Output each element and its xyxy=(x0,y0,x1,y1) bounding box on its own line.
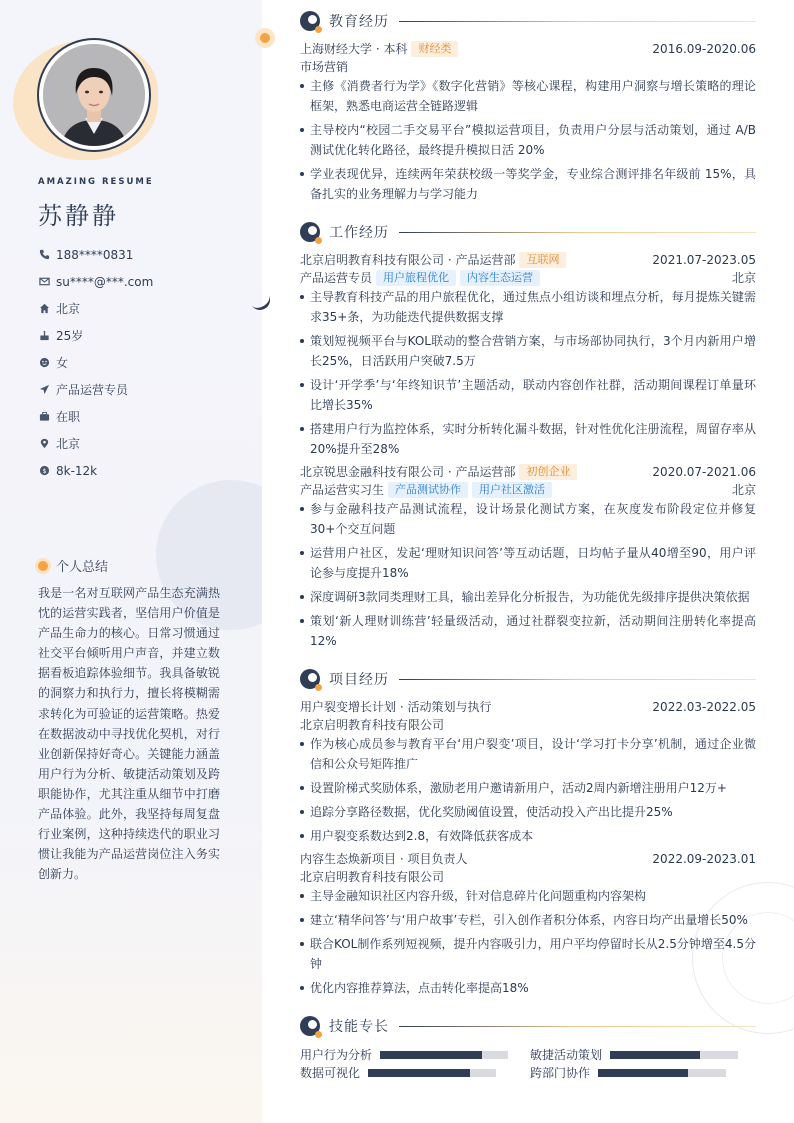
skill-item xyxy=(530,1064,726,1081)
skill-level-fill xyxy=(368,1069,470,1077)
list-item: 设置阶梯式奖励体系，激励老用户邀请新用户，活动2周内新增注册用户12万+ xyxy=(300,778,756,798)
skill-level-fill xyxy=(380,1051,482,1059)
gender-icon xyxy=(38,357,50,369)
skill-tag: 用户社区激活 xyxy=(472,482,552,498)
list-item: 策划短视频平台与KOL联动的整合营销方案，与市场部协同执行，3个月内新用户增长25%，日活跃用户突破7.5万 xyxy=(300,331,756,371)
list-item: 主导金融知识社区内容升级，针对信息碎片化问题重构内容架构 xyxy=(300,886,756,906)
job-role: 产品运营实习生 xyxy=(300,483,385,497)
list-item: 作为核心成员参与教育平台‘用户裂变’项目，设计‘学习打卡分享’机制，通过企业微信和公众号矩阵推广 xyxy=(300,734,756,774)
project-header xyxy=(300,698,756,715)
section-divider xyxy=(399,679,756,680)
list-item: 运营用户社区，发起‘理财知识问答’等互动话题，日均帖子量从40增至90，用户评论参与度提升18% xyxy=(300,543,756,583)
status-text: 在职 xyxy=(56,410,81,424)
project-date: 2022.09-2023.01 xyxy=(652,851,756,866)
info-position xyxy=(38,376,238,403)
section-title: 工作经历 xyxy=(329,225,389,241)
info-gender xyxy=(38,349,238,376)
list-item: 策划‘新人理财训练营’轻量级活动，通过社群裂变拉新，活动期间注册转化率提高12% xyxy=(300,611,756,651)
job-bullets xyxy=(300,499,756,655)
list-item: 联合KOL制作系列短视频，提升内容吸引力，用户平均停留时长从2.5分钟增至4.5分钟 xyxy=(300,934,756,974)
list-item: 主修《消费者行为学》《数字化营销》等核心课程，构建用户洞察与增长策略的理论框架，熟悉电商运营全链路逻辑 xyxy=(300,76,756,116)
briefcase-icon xyxy=(38,411,50,423)
home-icon xyxy=(38,303,50,315)
project-name: 内容生态焕新项目 · 项目负责人 xyxy=(300,852,468,866)
gender-text: 女 xyxy=(56,356,69,370)
list-item: 建立‘精华问答’与‘用户故事’专栏，引入创作者积分体系，内容日均产出量增长50% xyxy=(300,910,756,930)
education-major: 市场营销 xyxy=(300,60,349,74)
skill-item xyxy=(300,1046,508,1063)
candidate-name: 苏静静 xyxy=(38,202,119,230)
skill-level-bar xyxy=(368,1069,496,1077)
list-item: 设计‘开学季’与‘年终知识节’主题活动，联动内容创作社群，活动期间课程订单量环比增长35% xyxy=(300,375,756,415)
job-role-row xyxy=(300,481,756,498)
job-date: 2021.07-2023.05 xyxy=(652,252,756,267)
summary-heading xyxy=(38,556,108,575)
section-work-heading xyxy=(300,221,756,243)
sidebar xyxy=(0,0,262,1123)
list-item: 主导教育科技产品的用户旅程优化，通过焦点小组访谈和埋点分析，每月提炼关键需求35+条，为功能迭代提供数据支撑 xyxy=(300,287,756,327)
info-age xyxy=(38,322,238,349)
section-education-heading xyxy=(300,10,756,32)
section-divider xyxy=(399,21,756,22)
info-status xyxy=(38,403,238,430)
location-icon xyxy=(38,438,50,450)
contact-info-list xyxy=(38,241,238,484)
phone-icon xyxy=(38,249,50,261)
section-bullet-icon xyxy=(300,1016,320,1036)
skill-tag: 产品测试协作 xyxy=(388,482,468,498)
education-date: 2016.09-2020.06 xyxy=(652,41,756,56)
phone-text: 188****0831 xyxy=(56,247,134,262)
home-text: 北京 xyxy=(56,302,81,316)
summary-dot-icon xyxy=(38,561,48,571)
salary-text: 8k-12k xyxy=(56,463,98,478)
skill-level-bar xyxy=(380,1051,508,1059)
main-content xyxy=(300,0,756,1123)
section-title: 项目经历 xyxy=(329,672,389,688)
info-salary xyxy=(38,457,238,484)
list-item: 用户裂变系数达到2.8，有效降低获客成本 xyxy=(300,826,756,846)
section-title: 教育经历 xyxy=(329,14,389,30)
location-text: 北京 xyxy=(56,437,81,451)
job-header xyxy=(300,463,756,480)
list-item: 参与金融科技产品测试流程，设计场景化测试方案，在灰度发布阶段定位并修复30+个交互问题 xyxy=(300,499,756,539)
skill-level-bar xyxy=(610,1051,738,1059)
education-major-row xyxy=(300,58,756,75)
education-bullets xyxy=(300,76,756,208)
list-item: 优化内容推荐算法，点击转化率提高18% xyxy=(300,978,756,998)
summary-text: 我是一名对互联网产品生态充满热忱的运营实践者，坚信用户价值是产品生命力的核心。日常习惯通过社交平台倾听用户声音，并建立数据看板追踪体验细节。我具备敏锐的洞察力和执行力，擅长将模糊需求转化为可验证的运营策略。热爱在数据波动中寻找优化契机，对行业创新保持好奇心。关键能力涵盖用户行为分析、敏捷活动策划及跨职能协作，尤其注重从细节中打磨产品体验。此外，我坚持每周复盘行业案例，这种持续迭代的职业习惯让我能为产品运营岗位注入务实创新力。 xyxy=(38,586,220,882)
avatar xyxy=(43,44,145,146)
position-text: 产品运营专员 xyxy=(56,383,129,397)
skill-item xyxy=(300,1064,496,1081)
mail-icon xyxy=(38,276,50,288)
salary-icon xyxy=(38,465,50,477)
job-bullets xyxy=(300,287,756,463)
skill-name: 数据可视化 xyxy=(300,1066,361,1080)
job-role: 产品运营专员 xyxy=(300,271,373,285)
skill-name: 用户行为分析 xyxy=(300,1048,373,1062)
school-tag: 财经类 xyxy=(411,41,458,57)
age-text: 25岁 xyxy=(56,329,84,343)
job-city: 北京 xyxy=(731,483,756,497)
job-city: 北京 xyxy=(731,271,756,285)
project-org: 北京启明教育科技有限公司 xyxy=(300,718,445,732)
email-text: su****@***.com xyxy=(56,274,154,289)
job-header xyxy=(300,251,756,268)
skill-level-fill xyxy=(598,1069,688,1077)
job-tag: 初创企业 xyxy=(519,464,577,480)
resume-tagline: AMAZING RESUME xyxy=(38,177,154,187)
skill-level-bar xyxy=(598,1069,726,1077)
skill-tag: 内容生态运营 xyxy=(460,270,540,286)
skill-name: 敏捷活动策划 xyxy=(530,1048,603,1062)
project-org: 北京启明教育科技有限公司 xyxy=(300,870,445,884)
project-date: 2022.03-2022.05 xyxy=(652,699,756,714)
school-name: 上海财经大学 · 本科 xyxy=(300,42,408,56)
skill-tag: 用户旅程优化 xyxy=(376,270,456,286)
list-item: 主导校内“校园二手交易平台”模拟运营项目，负责用户分层与活动策划，通过 A/B 测试优化转化路径，最终提升模拟日活 20% xyxy=(300,120,756,160)
send-icon xyxy=(38,384,50,396)
project-header xyxy=(300,850,756,867)
project-name: 用户裂变增长计划 · 活动策划与执行 xyxy=(300,700,492,714)
summary-title: 个人总结 xyxy=(56,560,109,575)
project-bullets xyxy=(300,886,756,1002)
skill-name: 跨部门协作 xyxy=(530,1066,591,1080)
education-header xyxy=(300,40,756,57)
info-location xyxy=(38,430,238,457)
svg-text:$: $ xyxy=(41,466,47,475)
info-phone xyxy=(38,241,238,268)
project-bullets xyxy=(300,734,756,850)
job-tag: 互联网 xyxy=(519,252,566,268)
list-item: 追踪分享路径数据，优化奖励阈值设置，使活动投入产出比提升25% xyxy=(300,802,756,822)
info-email xyxy=(38,268,238,295)
section-bullet-icon xyxy=(300,222,320,242)
skill-item xyxy=(530,1046,738,1063)
job-date: 2020.07-2021.06 xyxy=(652,464,756,479)
list-item: 搭建用户行为监控体系，实时分析转化漏斗数据，针对性优化注册流程，周留存率从20%提升至28% xyxy=(300,419,756,459)
cake-icon xyxy=(38,330,50,342)
project-org-row xyxy=(300,716,756,733)
section-bullet-icon xyxy=(300,11,320,31)
section-divider xyxy=(399,232,756,233)
section-projects-heading xyxy=(300,668,756,690)
project-org-row xyxy=(300,868,756,885)
info-home xyxy=(38,295,238,322)
list-item: 学业表现优异，连续两年荣获校级一等奖学金，专业综合测评排名年级前 15%，具备扎实的业务理解力与学习能力 xyxy=(300,164,756,204)
section-divider xyxy=(399,1026,756,1027)
skill-level-fill xyxy=(610,1051,700,1059)
list-item: 深度调研3款同类理财工具，输出差异化分析报告，为功能优先级排序提供决策依据 xyxy=(300,587,756,607)
job-role-row xyxy=(300,269,756,286)
decorative-dot xyxy=(255,28,275,48)
section-bullet-icon xyxy=(300,669,320,689)
job-company: 北京锐思金融科技有限公司 · 产品运营部 xyxy=(300,465,516,479)
section-skills-heading xyxy=(300,1015,756,1037)
section-title: 技能专长 xyxy=(329,1019,389,1035)
job-company: 北京启明教育科技有限公司 · 产品运营部 xyxy=(300,253,516,267)
